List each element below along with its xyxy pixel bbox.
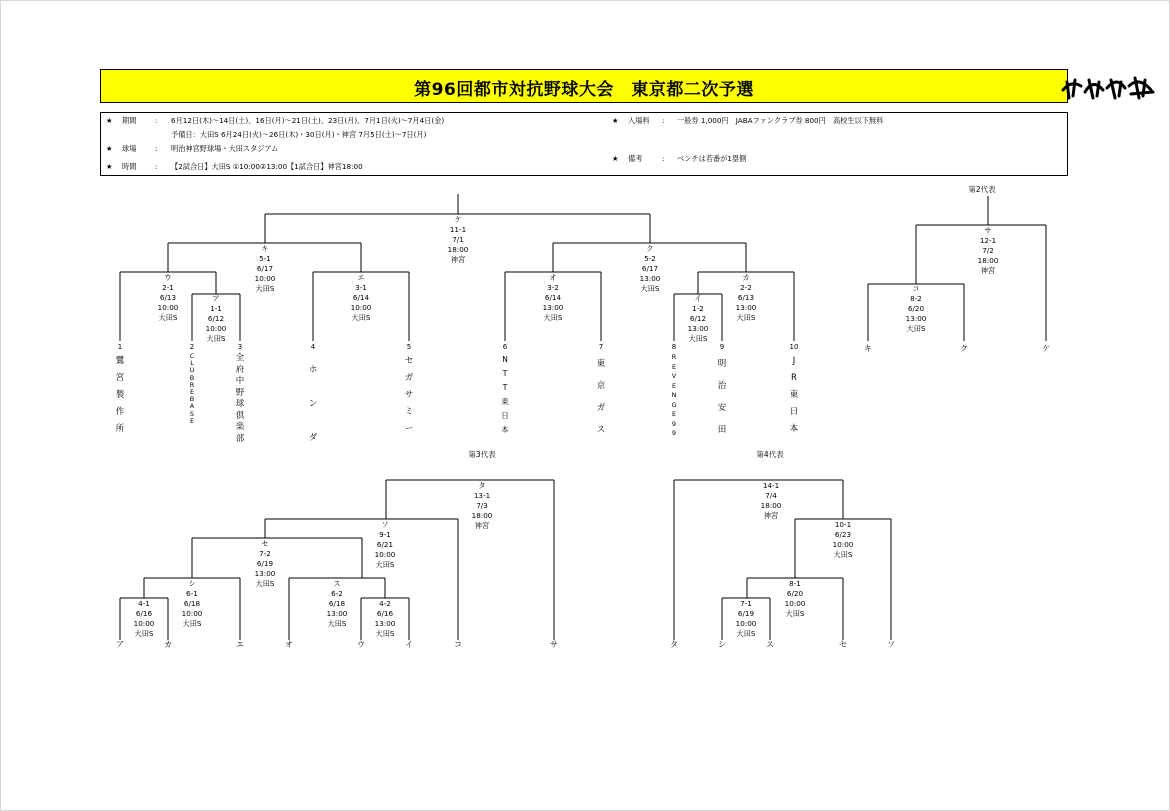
separator: :: [662, 116, 665, 125]
match-venue: 大田S: [543, 313, 563, 322]
match-score: 4-1: [138, 599, 150, 608]
venue-label: 球場: [122, 144, 137, 153]
slot-sa: サ: [550, 640, 558, 649]
team-name: 明 治 安 田: [717, 359, 727, 435]
match-time: 10:00: [350, 303, 372, 312]
match-date: 6/18: [328, 599, 346, 608]
match-date: 6/13: [159, 293, 177, 302]
time-value: 【2試合日】大田S ①10:00②13:00【1試合日】神宮18:00: [171, 162, 363, 171]
match-venue: 神宮: [474, 521, 490, 530]
match-score: 14-1: [762, 481, 780, 490]
match-venue: 大田S: [736, 629, 756, 638]
star-icon: ★: [612, 154, 619, 163]
match-venue: 神宮: [763, 511, 779, 520]
match-venue: 神宮: [980, 266, 996, 275]
match-date: 6/23: [834, 530, 852, 539]
match-time: 13:00: [735, 303, 757, 312]
match-score: 3-2: [547, 283, 559, 292]
separator: :: [155, 116, 158, 125]
team-number: 10: [789, 343, 799, 351]
team-name: 全 府 中 野 球 倶 楽 部: [235, 353, 245, 444]
match-id: ケ: [454, 215, 462, 224]
match-se: [255, 539, 276, 589]
match-id: オ: [549, 273, 557, 282]
match-time: 18:00: [977, 256, 999, 265]
star-icon: ★: [106, 162, 113, 171]
team-number: 4: [310, 343, 316, 351]
match-venue: 大田S: [833, 550, 853, 559]
match-time: 13:00: [639, 274, 661, 283]
slot-ku: ク: [960, 344, 968, 353]
match-shi: [182, 579, 203, 629]
match-id: セ: [261, 539, 269, 548]
star-icon: ★: [106, 116, 113, 125]
second-representative-label: 第2代表: [968, 185, 996, 194]
match-venue: 大田S: [327, 619, 347, 628]
match-ku: [640, 244, 661, 294]
match-date: 6/16: [135, 609, 153, 618]
team-name: 鷺 宮 製 作 所: [115, 356, 125, 434]
match-i: [688, 294, 709, 344]
match-score: 12-1: [979, 236, 997, 245]
team-name: R E V E N G E 9 9: [671, 353, 677, 437]
match-venue: 大田S: [206, 334, 226, 343]
match-venue: 大田S: [736, 313, 756, 322]
match-sa: [978, 226, 999, 276]
match-id: ウ: [164, 273, 172, 282]
match-score: 6-2: [331, 589, 343, 598]
match-score: 13-1: [473, 491, 491, 500]
match-14-1: [761, 481, 782, 521]
match-score: 7-2: [259, 549, 271, 558]
match-venue: 大田S: [255, 579, 275, 588]
match-score: 1-2: [692, 304, 704, 313]
match-score: 4-2: [379, 599, 391, 608]
match-venue: 大田S: [182, 619, 202, 628]
team-number: 3: [237, 343, 243, 351]
match-venue: 大田S: [688, 334, 708, 343]
match-date: 6/17: [256, 264, 274, 273]
bench-label: 備考: [628, 154, 643, 163]
match-time: 13:00: [905, 314, 927, 323]
venue-value: 明治神宮野球場・大田スタジアム: [171, 144, 279, 153]
match-score: 11-1: [449, 225, 467, 234]
match-date: 6/17: [641, 264, 659, 273]
match-score: 2-1: [162, 283, 174, 292]
match-id: ス: [333, 579, 341, 588]
reserve-value: 予備日：大田S 6月24日(火)～26日(木)・30日(月)・神宮 7月5日(土)～7日(月): [171, 130, 427, 139]
match-date: 6/20: [786, 589, 804, 598]
match-ke: [448, 215, 469, 265]
match-time: 18:00: [760, 501, 782, 510]
match-date: 6/18: [183, 599, 201, 608]
match-time: 10:00: [181, 609, 203, 618]
match-id: エ: [357, 273, 365, 282]
team-number: 7: [598, 343, 604, 351]
match-date: 6/12: [207, 314, 225, 323]
match-date: 6/12: [689, 314, 707, 323]
match-su: [327, 579, 348, 629]
match-date: 6/13: [737, 293, 755, 302]
team-7: [595, 344, 607, 441]
match-venue: 大田S: [134, 629, 154, 638]
match-score: 9-1: [379, 530, 391, 539]
match-date: 6/20: [907, 304, 925, 313]
match-u: [158, 273, 179, 323]
match-id: コ: [912, 284, 920, 293]
match-date: 7/4: [765, 491, 777, 500]
match-score: 8-1: [789, 579, 801, 588]
team-9: [716, 344, 728, 441]
match-venue: 大田S: [375, 560, 395, 569]
team-1: [114, 344, 126, 438]
slot-su: ス: [766, 640, 774, 649]
slot-se: セ: [839, 640, 847, 649]
match-7-1: [736, 599, 757, 639]
team-name: J R 東 日 本: [789, 356, 799, 434]
match-id: イ: [694, 294, 702, 303]
slot-so: ソ: [887, 640, 895, 649]
page-title: 第96回都市対抗野球大会 東京都二次予選: [414, 80, 754, 100]
match-id: ソ: [381, 520, 389, 529]
match-id: キ: [261, 244, 269, 253]
slot-u: ウ: [357, 640, 365, 649]
separator: :: [662, 154, 665, 163]
slot-ki: キ: [864, 344, 872, 353]
match-venue: 大田S: [351, 313, 371, 322]
match-id: ク: [646, 244, 654, 253]
separator: :: [155, 162, 158, 171]
match-score: 10-1: [834, 520, 852, 529]
period-value: 6月12日(木)～14日(土)、16日(月)～21日(土)、23日(月)、7月1日(火)～7月4日(金): [171, 116, 445, 125]
team-10: [788, 344, 800, 438]
team-name: C L U B R E B A S E: [189, 352, 195, 425]
match-o: [543, 273, 564, 323]
team-number: 5: [406, 343, 412, 351]
match-time: 13:00: [687, 324, 709, 333]
match-4-1: [134, 599, 155, 639]
slot-ko: コ: [454, 640, 462, 649]
match-id: ア: [212, 294, 220, 303]
separator: :: [155, 144, 158, 153]
match-time: 10:00: [374, 550, 396, 559]
slot-o: オ: [285, 640, 293, 649]
match-venue: 大田S: [785, 609, 805, 618]
match-8-1: [785, 579, 806, 619]
match-ko: [906, 284, 927, 334]
match-venue: 大田S: [375, 629, 395, 638]
match-score: 5-2: [644, 254, 656, 263]
match-time: 13:00: [326, 609, 348, 618]
match-time: 13:00: [374, 619, 396, 628]
team-number: 9: [719, 343, 725, 351]
match-so: [375, 520, 396, 570]
match-score: 2-2: [740, 283, 752, 292]
match-time: 10:00: [157, 303, 179, 312]
team-number: 8: [671, 343, 677, 351]
match-id: タ: [478, 481, 486, 490]
match-venue: 大田S: [158, 313, 178, 322]
team-number: 1: [117, 343, 123, 351]
match-id: シ: [188, 579, 196, 588]
team-6: [499, 344, 511, 437]
ticket-value: 一般券 1,000円 JABAファンクラブ券 800円 高校生以下無料: [677, 116, 884, 125]
match-id: カ: [742, 273, 750, 282]
match-date: 7/1: [452, 235, 464, 244]
match-time: 10:00: [205, 324, 227, 333]
slot-i: イ: [405, 640, 413, 649]
match-time: 13:00: [254, 569, 276, 578]
match-ta: [472, 481, 493, 531]
team-name: N T T 東 日 本: [501, 355, 509, 434]
match-time: 10:00: [832, 540, 854, 549]
team-5: [403, 344, 415, 438]
match-time: 10:00: [133, 619, 155, 628]
team-2: [186, 344, 198, 425]
match-id: サ: [984, 226, 992, 235]
match-time: 13:00: [542, 303, 564, 312]
fourth-representative-label: 第4代表: [756, 450, 784, 459]
match-score: 6-1: [186, 589, 198, 598]
match-ka: [736, 273, 757, 323]
match-date: 7/2: [982, 246, 994, 255]
team-name: 東 京 ガ ス: [596, 359, 606, 435]
slot-ke: ケ: [1042, 344, 1050, 353]
team-name: ホ ン ダ: [308, 365, 318, 443]
star-icon: ★: [106, 144, 113, 153]
match-time: 10:00: [735, 619, 757, 628]
match-score: 1-1: [210, 304, 222, 313]
match-4-2: [375, 599, 396, 639]
match-venue: 大田S: [906, 324, 926, 333]
match-date: 6/16: [376, 609, 394, 618]
slot-ka: カ: [164, 640, 172, 649]
time-label: 時間: [122, 162, 137, 171]
team-number: 2: [189, 343, 195, 351]
match-venue: 大田S: [640, 284, 660, 293]
slot-e: エ: [236, 640, 244, 649]
match-e: [351, 273, 372, 323]
slot-ta: タ: [670, 640, 678, 649]
match-time: 10:00: [784, 599, 806, 608]
team-number: 6: [502, 343, 508, 351]
match-date: 6/21: [376, 540, 394, 549]
match-date: 6/19: [737, 609, 755, 618]
team-3: [234, 344, 246, 445]
slot-shi: シ: [718, 640, 726, 649]
team-4: [307, 344, 319, 455]
match-date: 7/3: [476, 501, 488, 510]
team-name: セ ガ サ ミ ー: [404, 356, 414, 434]
match-date: 6/19: [256, 559, 274, 568]
match-venue: 神宮: [450, 255, 466, 264]
match-score: 5-1: [259, 254, 271, 263]
slot-a: ア: [116, 640, 124, 649]
match-time: 18:00: [447, 245, 469, 254]
match-venue: 大田S: [255, 284, 275, 293]
match-time: 10:00: [254, 274, 276, 283]
match-a: [206, 294, 227, 344]
match-date: 6/14: [352, 293, 370, 302]
match-date: 6/14: [544, 293, 562, 302]
match-10-1: [833, 520, 854, 560]
team-8: [668, 344, 680, 439]
match-ki: [255, 244, 276, 294]
match-score: 3-1: [355, 283, 367, 292]
third-representative-label: 第3代表: [468, 450, 496, 459]
star-icon: ★: [612, 116, 619, 125]
match-score: 8-2: [910, 294, 922, 303]
match-score: 7-1: [740, 599, 752, 608]
ticket-label: 入場料: [628, 116, 650, 125]
bench-value: ベンチは若番が1塁側: [677, 154, 747, 163]
match-time: 18:00: [471, 511, 493, 520]
period-label: 期間: [122, 116, 137, 125]
